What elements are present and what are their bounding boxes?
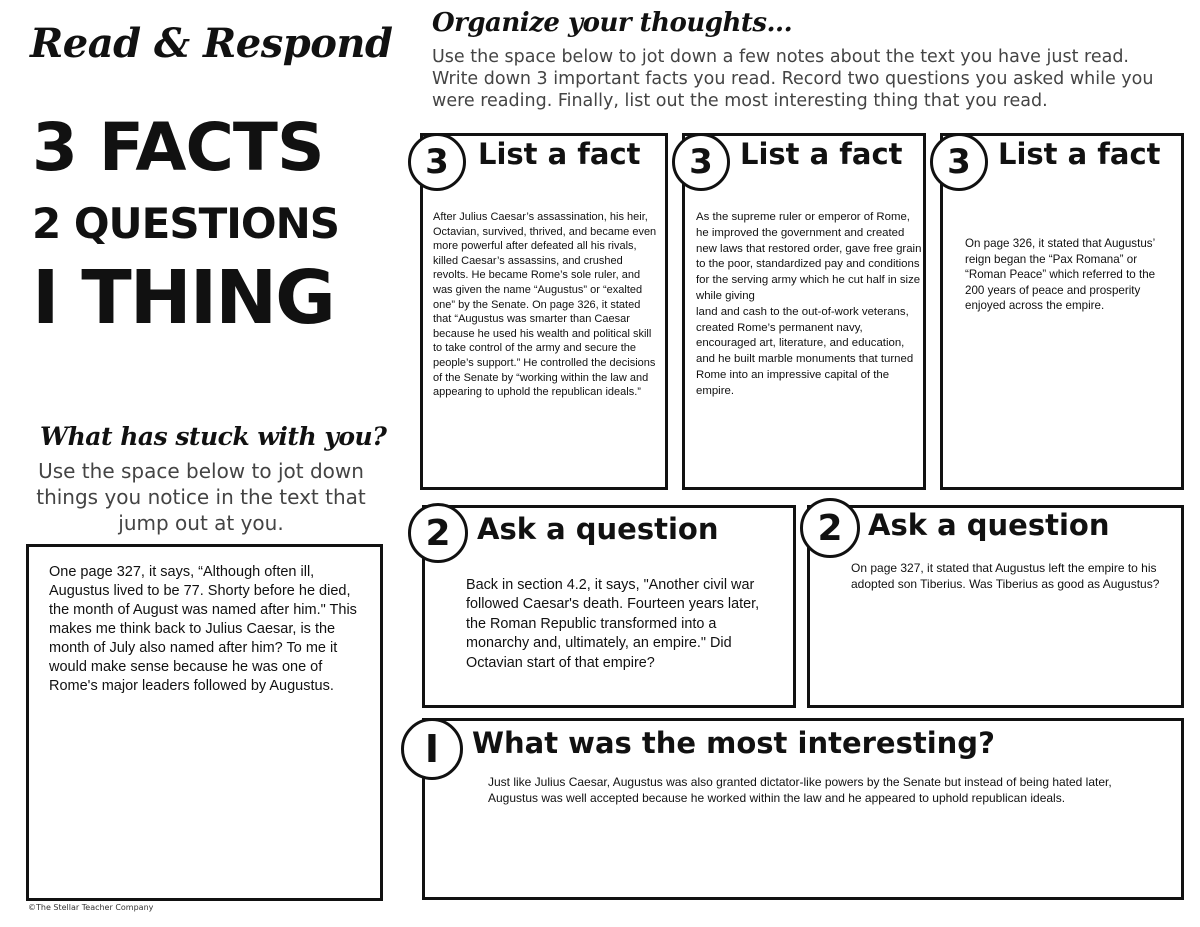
question-title-2: Ask a question — [868, 508, 1110, 542]
question-number-2: 2 — [817, 507, 843, 549]
fact-text-3: On page 326, it stated that Augustus’ reign began the “Pax Romana” or “Roman Peace” which referred to the 200 years of peace and prosperity enjoyed across the empire. — [965, 237, 1156, 313]
fact-text-2: As the supreme ruler or emperor of Rome, he improved the government and created new laws that restored order, gave free grain to the poor, standardized pay and conditions for the serving army which he cut half in size while giving land and cash to the out-of-work veterans, created Rome’s permanent navy, encouraged art, literature, and education, and he built marble monuments that turned Rome into an impressive capital of the empire. — [696, 211, 922, 397]
interesting-number-badge — [401, 718, 463, 780]
fact-number-badge-3 — [930, 133, 988, 191]
question-text-2: On page 327, it stated that Augustus left the empire to his adopted son Tiberius. Was Tiberius as good as Augustus? — [851, 561, 1160, 591]
stuck-title: What has stuck with you? — [40, 422, 387, 451]
fact-card-1[interactable] — [420, 133, 668, 490]
stuck-response-box[interactable] — [26, 544, 383, 901]
fact-card-3[interactable] — [940, 133, 1184, 490]
big-title-thing: I THING — [32, 255, 334, 341]
question-title-1: Ask a question — [477, 512, 719, 546]
stuck-response-text: One page 327, it says, “Although often ill, Augustus lived to be 77. Shorty before he died, the month of August was named after him." This makes me think back to Julius Caesar, is the month of July also named after him? To me it would make sense because he was one of Rome's major leaders followed by Augustus. — [49, 564, 357, 694]
fact-text-1: After Julius Caesar’s assassination, his heir, Octavian, survived, thrived, and became even more powerful after defeated all his rivals, killed Caesar’s assassins, and crushed revolts. He became Rome’s sole ruler, and was given the name “Augustus” or “exalted one” by the Senate. On page 326, it stated that “Augustus was smarter than Caesar because he used his wealth and political skill to take control of the army and secure the people’s support.” He controlled the decisions of the Senate by “working within the law and appearing to uphold the republican ideals.” — [433, 211, 657, 399]
question-number-badge-2 — [800, 498, 860, 558]
fact-number-1: 3 — [425, 142, 449, 182]
interesting-number: I — [424, 727, 440, 771]
fact-title-2: List a fact — [740, 137, 903, 171]
organize-title: Organize your thoughts... — [432, 8, 793, 38]
fact-number-badge-1 — [408, 133, 466, 191]
interesting-title: What was the most interesting? — [472, 726, 995, 760]
interesting-text: Just like Julius Caesar, Augustus was also granted dictator-like powers by the Senate but instead of being hated later, Augustus was well accepted because he worked within the law and he appeared to uphold republican ideals. — [488, 775, 1112, 805]
question-text-1: Back in section 4.2, it says, "Another civil war followed Caesar's death. Fourteen years later, the Roman Republic transformed into a monarchy and, ultimately, an empire." Did Octavian start of that empire? — [466, 577, 760, 671]
fact-number-badge-2 — [672, 133, 730, 191]
copyright: ©The Stellar Teacher Company — [28, 903, 154, 912]
question-number-badge-1 — [408, 503, 468, 563]
big-title-questions: 2 QUESTIONS — [32, 199, 339, 248]
big-title-facts: 3 FACTS — [32, 109, 324, 186]
fact-title-1: List a fact — [478, 137, 641, 171]
organize-instructions: Use the space below to jot down a few notes about the text you have just read. Write down 3 important facts you read. Record two questions you asked while you were reading. Finally, list out the most interesting thing that you read. — [432, 47, 1154, 111]
read-respond-heading: Read & Respond — [30, 20, 393, 67]
fact-number-3: 3 — [947, 142, 971, 182]
stuck-instructions: Use the space below to jot down things you notice in the text that jump out at you. — [36, 459, 366, 535]
fact-number-2: 3 — [689, 142, 713, 182]
fact-card-2[interactable] — [682, 133, 926, 490]
fact-title-3: List a fact — [998, 137, 1161, 171]
question-number-1: 2 — [425, 512, 451, 554]
